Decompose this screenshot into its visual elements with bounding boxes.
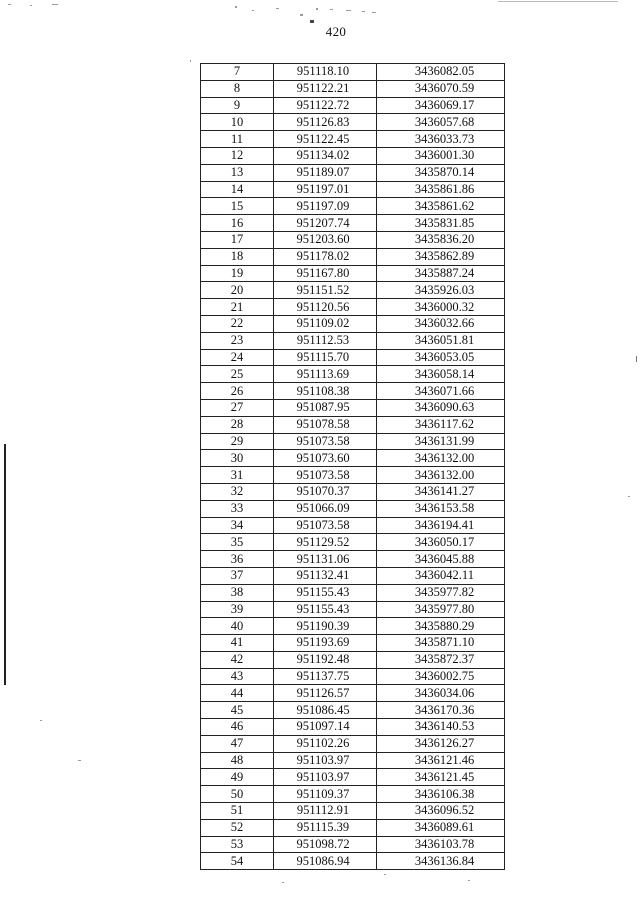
x-coordinate-cell: 951102.26 <box>274 735 377 752</box>
x-coordinate-cell: 951129.52 <box>274 534 377 551</box>
point-number-cell: 28 <box>201 416 274 433</box>
x-coordinate-cell: 951132.41 <box>274 567 377 584</box>
page-number: 420 <box>325 24 347 39</box>
table-row <box>201 315 505 332</box>
x-coordinate-cell: 951115.39 <box>274 819 377 836</box>
point-number-cell: 17 <box>201 231 274 248</box>
point-number-cell: 16 <box>201 215 274 232</box>
point-number-cell: 50 <box>201 786 274 803</box>
y-coordinate-cell: 3435887.24 <box>377 265 505 282</box>
x-coordinate-cell: 951098.72 <box>274 836 377 853</box>
x-coordinate-cell: 951126.83 <box>274 114 377 131</box>
table-row <box>201 685 505 702</box>
y-coordinate-cell: 3436058.14 <box>377 366 505 383</box>
x-coordinate-cell: 951066.09 <box>274 500 377 517</box>
coordinates-table <box>200 63 505 870</box>
x-coordinate-cell: 951109.37 <box>274 786 377 803</box>
table-row <box>201 231 505 248</box>
x-coordinate-cell: 951108.38 <box>274 383 377 400</box>
y-coordinate-cell: 3436002.75 <box>377 668 505 685</box>
y-coordinate-cell: 3436070.59 <box>377 80 505 97</box>
table-row <box>201 114 505 131</box>
x-coordinate-cell: 951112.53 <box>274 332 377 349</box>
table-row <box>201 383 505 400</box>
point-number-cell: 52 <box>201 819 274 836</box>
point-number-cell: 49 <box>201 769 274 786</box>
point-number-cell: 23 <box>201 332 274 349</box>
table-row <box>201 534 505 551</box>
point-number-cell: 14 <box>201 181 274 198</box>
point-number-cell: 44 <box>201 685 274 702</box>
table-row <box>201 299 505 316</box>
coordinates-table-body <box>201 64 505 870</box>
x-coordinate-cell: 951203.60 <box>274 231 377 248</box>
y-coordinate-cell: 3436106.38 <box>377 786 505 803</box>
table-row <box>201 567 505 584</box>
x-coordinate-cell: 951086.45 <box>274 702 377 719</box>
point-number-cell: 22 <box>201 315 274 332</box>
y-coordinate-cell: 3436096.52 <box>377 803 505 820</box>
point-number-cell: 32 <box>201 483 274 500</box>
point-number-cell: 15 <box>201 198 274 215</box>
table-row <box>201 769 505 786</box>
table-row <box>201 332 505 349</box>
table-row <box>201 131 505 148</box>
point-number-cell: 38 <box>201 584 274 601</box>
y-coordinate-cell: 3436121.45 <box>377 769 505 786</box>
x-coordinate-cell: 951137.75 <box>274 668 377 685</box>
table-row <box>201 551 505 568</box>
y-coordinate-cell: 3436136.84 <box>377 853 505 870</box>
x-coordinate-cell: 951118.10 <box>274 64 377 81</box>
x-coordinate-cell: 951192.48 <box>274 651 377 668</box>
point-number-cell: 8 <box>201 80 274 97</box>
x-coordinate-cell: 951078.58 <box>274 416 377 433</box>
y-coordinate-cell: 3436132.00 <box>377 450 505 467</box>
x-coordinate-cell: 951113.69 <box>274 366 377 383</box>
table-row <box>201 164 505 181</box>
table-row <box>201 836 505 853</box>
point-number-cell: 33 <box>201 500 274 517</box>
table-row <box>201 517 505 534</box>
x-coordinate-cell: 951070.37 <box>274 483 377 500</box>
y-coordinate-cell: 3435977.80 <box>377 601 505 618</box>
x-coordinate-cell: 951193.69 <box>274 635 377 652</box>
table-row <box>201 735 505 752</box>
point-number-cell: 19 <box>201 265 274 282</box>
y-coordinate-cell: 3436053.05 <box>377 349 505 366</box>
y-coordinate-cell: 3436121.46 <box>377 752 505 769</box>
y-coordinate-cell: 3436045.88 <box>377 551 505 568</box>
x-coordinate-cell: 951155.43 <box>274 601 377 618</box>
point-number-cell: 39 <box>201 601 274 618</box>
y-coordinate-cell: 3436051.81 <box>377 332 505 349</box>
y-coordinate-cell: 3436033.73 <box>377 131 505 148</box>
table-row <box>201 248 505 265</box>
y-coordinate-cell: 3436082.05 <box>377 64 505 81</box>
table-row <box>201 719 505 736</box>
y-coordinate-cell: 3435831.85 <box>377 215 505 232</box>
table-row <box>201 80 505 97</box>
table-row <box>201 450 505 467</box>
point-number-cell: 13 <box>201 164 274 181</box>
point-number-cell: 45 <box>201 702 274 719</box>
y-coordinate-cell: 3435871.10 <box>377 635 505 652</box>
y-coordinate-cell: 3436034.06 <box>377 685 505 702</box>
table-row <box>201 853 505 870</box>
point-number-cell: 11 <box>201 131 274 148</box>
x-coordinate-cell: 951197.09 <box>274 198 377 215</box>
point-number-cell: 42 <box>201 651 274 668</box>
table-row <box>201 702 505 719</box>
x-coordinate-cell: 951103.97 <box>274 769 377 786</box>
table-row <box>201 786 505 803</box>
y-coordinate-cell: 3435861.62 <box>377 198 505 215</box>
point-number-cell: 53 <box>201 836 274 853</box>
table-row <box>201 147 505 164</box>
x-coordinate-cell: 951115.70 <box>274 349 377 366</box>
x-coordinate-cell: 951103.97 <box>274 752 377 769</box>
point-number-cell: 46 <box>201 719 274 736</box>
table-row <box>201 97 505 114</box>
y-coordinate-cell: 3435926.03 <box>377 282 505 299</box>
x-coordinate-cell: 951131.06 <box>274 551 377 568</box>
point-number-cell: 7 <box>201 64 274 81</box>
point-number-cell: 30 <box>201 450 274 467</box>
point-number-cell: 37 <box>201 567 274 584</box>
x-coordinate-cell: 951167.80 <box>274 265 377 282</box>
y-coordinate-cell: 3436126.27 <box>377 735 505 752</box>
table-row <box>201 64 505 81</box>
x-coordinate-cell: 951134.02 <box>274 147 377 164</box>
table-row <box>201 416 505 433</box>
point-number-cell: 26 <box>201 383 274 400</box>
table-row <box>201 752 505 769</box>
x-coordinate-cell: 951087.95 <box>274 399 377 416</box>
x-coordinate-cell: 951155.43 <box>274 584 377 601</box>
table-row <box>201 500 505 517</box>
table-row <box>201 601 505 618</box>
y-coordinate-cell: 3435870.14 <box>377 164 505 181</box>
table-row <box>201 651 505 668</box>
table-row <box>201 467 505 484</box>
y-coordinate-cell: 3436032.66 <box>377 315 505 332</box>
x-coordinate-cell: 951207.74 <box>274 215 377 232</box>
table-row <box>201 483 505 500</box>
point-number-cell: 31 <box>201 467 274 484</box>
y-coordinate-cell: 3436042.11 <box>377 567 505 584</box>
point-number-cell: 27 <box>201 399 274 416</box>
y-coordinate-cell: 3436001.30 <box>377 147 505 164</box>
x-coordinate-cell: 951122.21 <box>274 80 377 97</box>
y-coordinate-cell: 3435872.37 <box>377 651 505 668</box>
x-coordinate-cell: 951189.07 <box>274 164 377 181</box>
x-coordinate-cell: 951178.02 <box>274 248 377 265</box>
y-coordinate-cell: 3436131.99 <box>377 433 505 450</box>
y-coordinate-cell: 3436057.68 <box>377 114 505 131</box>
x-coordinate-cell: 951122.45 <box>274 131 377 148</box>
point-number-cell: 36 <box>201 551 274 568</box>
point-number-cell: 54 <box>201 853 274 870</box>
table-row <box>201 819 505 836</box>
point-number-cell: 24 <box>201 349 274 366</box>
y-coordinate-cell: 3436140.53 <box>377 719 505 736</box>
y-coordinate-cell: 3436153.58 <box>377 500 505 517</box>
x-coordinate-cell: 951097.14 <box>274 719 377 736</box>
y-coordinate-cell: 3435880.29 <box>377 618 505 635</box>
y-coordinate-cell: 3436141.27 <box>377 483 505 500</box>
table-row <box>201 584 505 601</box>
table-row <box>201 198 505 215</box>
table-row <box>201 668 505 685</box>
y-coordinate-cell: 3435977.82 <box>377 584 505 601</box>
point-number-cell: 29 <box>201 433 274 450</box>
point-number-cell: 47 <box>201 735 274 752</box>
table-row <box>201 349 505 366</box>
point-number-cell: 12 <box>201 147 274 164</box>
point-number-cell: 51 <box>201 803 274 820</box>
y-coordinate-cell: 3436194.41 <box>377 517 505 534</box>
point-number-cell: 35 <box>201 534 274 551</box>
table-row <box>201 282 505 299</box>
x-coordinate-cell: 951086.94 <box>274 853 377 870</box>
y-coordinate-cell: 3436170.36 <box>377 702 505 719</box>
table-row <box>201 433 505 450</box>
table-row <box>201 803 505 820</box>
point-number-cell: 21 <box>201 299 274 316</box>
table-row <box>201 265 505 282</box>
point-number-cell: 20 <box>201 282 274 299</box>
point-number-cell: 9 <box>201 97 274 114</box>
table-row <box>201 618 505 635</box>
y-coordinate-cell: 3436071.66 <box>377 383 505 400</box>
table-row <box>201 399 505 416</box>
x-coordinate-cell: 951073.58 <box>274 517 377 534</box>
y-coordinate-cell: 3435861.86 <box>377 181 505 198</box>
x-coordinate-cell: 951073.58 <box>274 433 377 450</box>
scan-edge-mark <box>4 444 6 685</box>
y-coordinate-cell: 3435862.89 <box>377 248 505 265</box>
y-coordinate-cell: 3436089.61 <box>377 819 505 836</box>
table-row <box>201 366 505 383</box>
table-row <box>201 215 505 232</box>
y-coordinate-cell: 3436050.17 <box>377 534 505 551</box>
y-coordinate-cell: 3436090.63 <box>377 399 505 416</box>
point-number-cell: 43 <box>201 668 274 685</box>
x-coordinate-cell: 951122.72 <box>274 97 377 114</box>
point-number-cell: 41 <box>201 635 274 652</box>
y-coordinate-cell: 3436132.00 <box>377 467 505 484</box>
point-number-cell: 48 <box>201 752 274 769</box>
y-coordinate-cell: 3436000.32 <box>377 299 505 316</box>
point-number-cell: 10 <box>201 114 274 131</box>
x-coordinate-cell: 951151.52 <box>274 282 377 299</box>
x-coordinate-cell: 951073.58 <box>274 467 377 484</box>
x-coordinate-cell: 951073.60 <box>274 450 377 467</box>
x-coordinate-cell: 951112.91 <box>274 803 377 820</box>
x-coordinate-cell: 951120.56 <box>274 299 377 316</box>
table-row <box>201 181 505 198</box>
point-number-cell: 34 <box>201 517 274 534</box>
y-coordinate-cell: 3435836.20 <box>377 231 505 248</box>
y-coordinate-cell: 3436069.17 <box>377 97 505 114</box>
x-coordinate-cell: 951190.39 <box>274 618 377 635</box>
y-coordinate-cell: 3436103.78 <box>377 836 505 853</box>
table-row <box>201 635 505 652</box>
point-number-cell: 18 <box>201 248 274 265</box>
y-coordinate-cell: 3436117.62 <box>377 416 505 433</box>
x-coordinate-cell: 951197.01 <box>274 181 377 198</box>
x-coordinate-cell: 951109.02 <box>274 315 377 332</box>
point-number-cell: 40 <box>201 618 274 635</box>
x-coordinate-cell: 951126.57 <box>274 685 377 702</box>
point-number-cell: 25 <box>201 366 274 383</box>
